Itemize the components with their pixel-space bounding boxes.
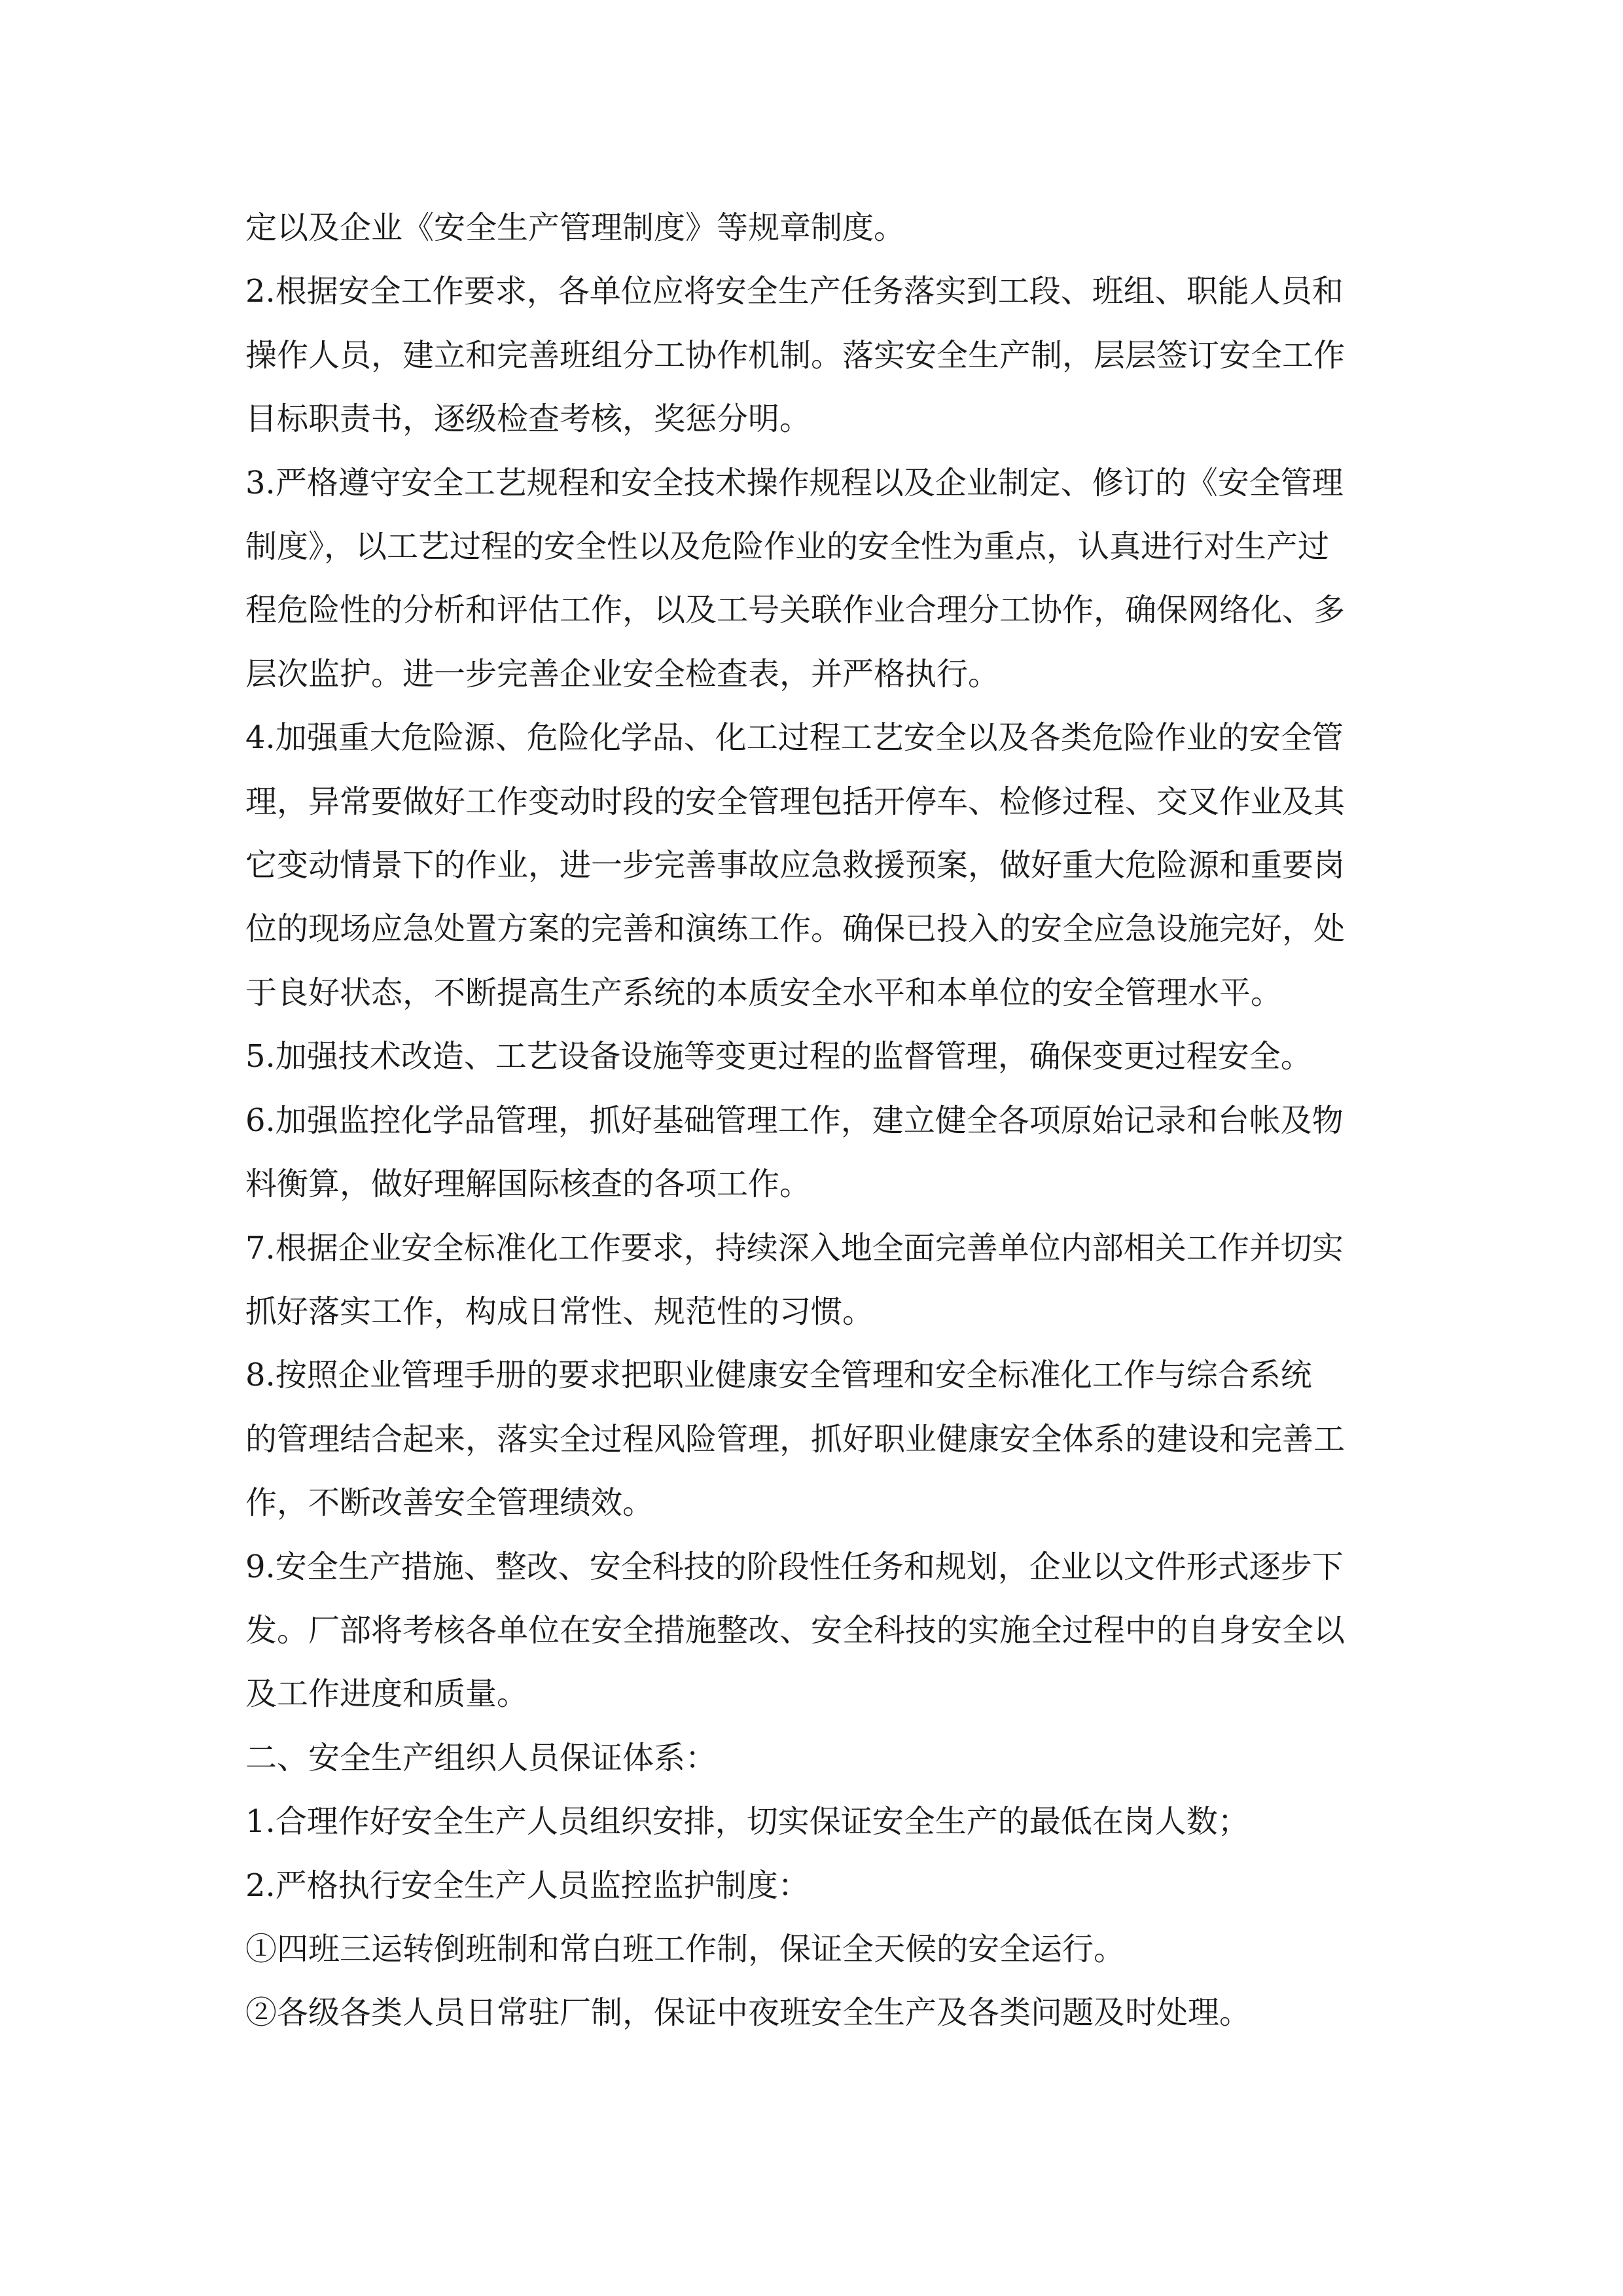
text-line: 7.根据企业安全标准化工作要求，持续深入地全面完善单位内部相关工作并切实 — [245, 1229, 1344, 1266]
text-line: 5.加强技术改造、工艺设备设施等变更过程的监督管理，确保变更过程安全。 — [245, 1038, 1312, 1075]
text-line: 8.按照企业管理手册的要求把职业健康安全管理和安全标准化工作与综合系统 — [245, 1357, 1312, 1394]
text-line: 制度》，以工艺过程的安全性以及危险作业的安全性为重点，认真进行对生产过 — [245, 528, 1330, 565]
text-line: 抓好落实工作，构成日常性、规范性的习惯。 — [245, 1293, 874, 1330]
text-line: 发。厂部将考核各单位在安全措施整改、安全科技的实施全过程中的自身安全以 — [245, 1611, 1346, 1649]
text-line: ②各级各类人员日常驻厂制，保证中夜班安全生产及各类问题及时处理。 — [245, 1994, 1251, 2032]
text-line: 理，异常要做好工作变动时段的安全管理包括开停车、检修过程、交叉作业及其 — [245, 783, 1346, 820]
text-line: 6.加强监控化学品管理，抓好基础管理工作，建立健全各项原始记录和台帐及物 — [245, 1102, 1344, 1139]
text-line: ①四班三运转倒班制和常白班工作制，保证全天候的安全运行。 — [245, 1930, 1126, 1967]
text-line: 及工作进度和质量。 — [245, 1676, 529, 1713]
text-line: 作，不断改善安全管理绩效。 — [245, 1484, 654, 1522]
text-line: 3.严格遵守安全工艺规程和安全技术操作规程以及企业制定、修订的《安全管理 — [245, 464, 1344, 501]
text-line: 2.严格执行安全生产人员监控监护制度： — [245, 1867, 810, 1904]
text-line: 定以及企业《安全生产管理制度》等规章制度。 — [245, 209, 906, 246]
text-line: 程危险性的分析和评估工作，以及工号关联作业合理分工协作，确保网络化、多 — [245, 592, 1346, 629]
text-line: 它变动情景下的作业，进一步完善事故应急救援预案，做好重大危险源和重要岗 — [245, 847, 1346, 884]
text-line: 于良好状态，不断提高生产系统的本质安全水平和本单位的安全管理水平。 — [245, 974, 1283, 1011]
text-line: 操作人员，建立和完善班组分工协作机制。落实安全生产制，层层签订安全工作 — [245, 336, 1346, 374]
text-line: 2.根据安全工作要求，各单位应将安全生产任务落实到工段、班组、职能人员和 — [245, 273, 1344, 310]
text-line: 的管理结合起来，落实全过程风险管理，抓好职业健康安全体系的建设和完善工 — [245, 1420, 1346, 1458]
document-body — [245, 196, 1381, 2045]
text-line: 料衡算，做好理解国际核查的各项工作。 — [245, 1166, 812, 1203]
text-line: 目标职责书，逐级检查考核，奖惩分明。 — [245, 401, 812, 438]
text-line: 层次监护。进一步完善企业安全检查表，并严格执行。 — [245, 655, 1000, 692]
section-heading: 二、安全生产组织人员保证体系： — [245, 1739, 717, 1776]
text-line: 9.安全生产措施、整改、安全科技的阶段性任务和规划，企业以文件形式逐步下 — [245, 1548, 1344, 1585]
text-line: 4.加强重大危险源、危险化学品、化工过程工艺安全以及各类危险作业的安全管 — [245, 719, 1344, 757]
text-line: 1.合理作好安全生产人员组织安排，切实保证安全生产的最低在岗人数； — [245, 1803, 1249, 1840]
text-line: 位的现场应急处置方案的完善和演练工作。确保已投入的安全应急设施完好，处 — [245, 910, 1346, 948]
